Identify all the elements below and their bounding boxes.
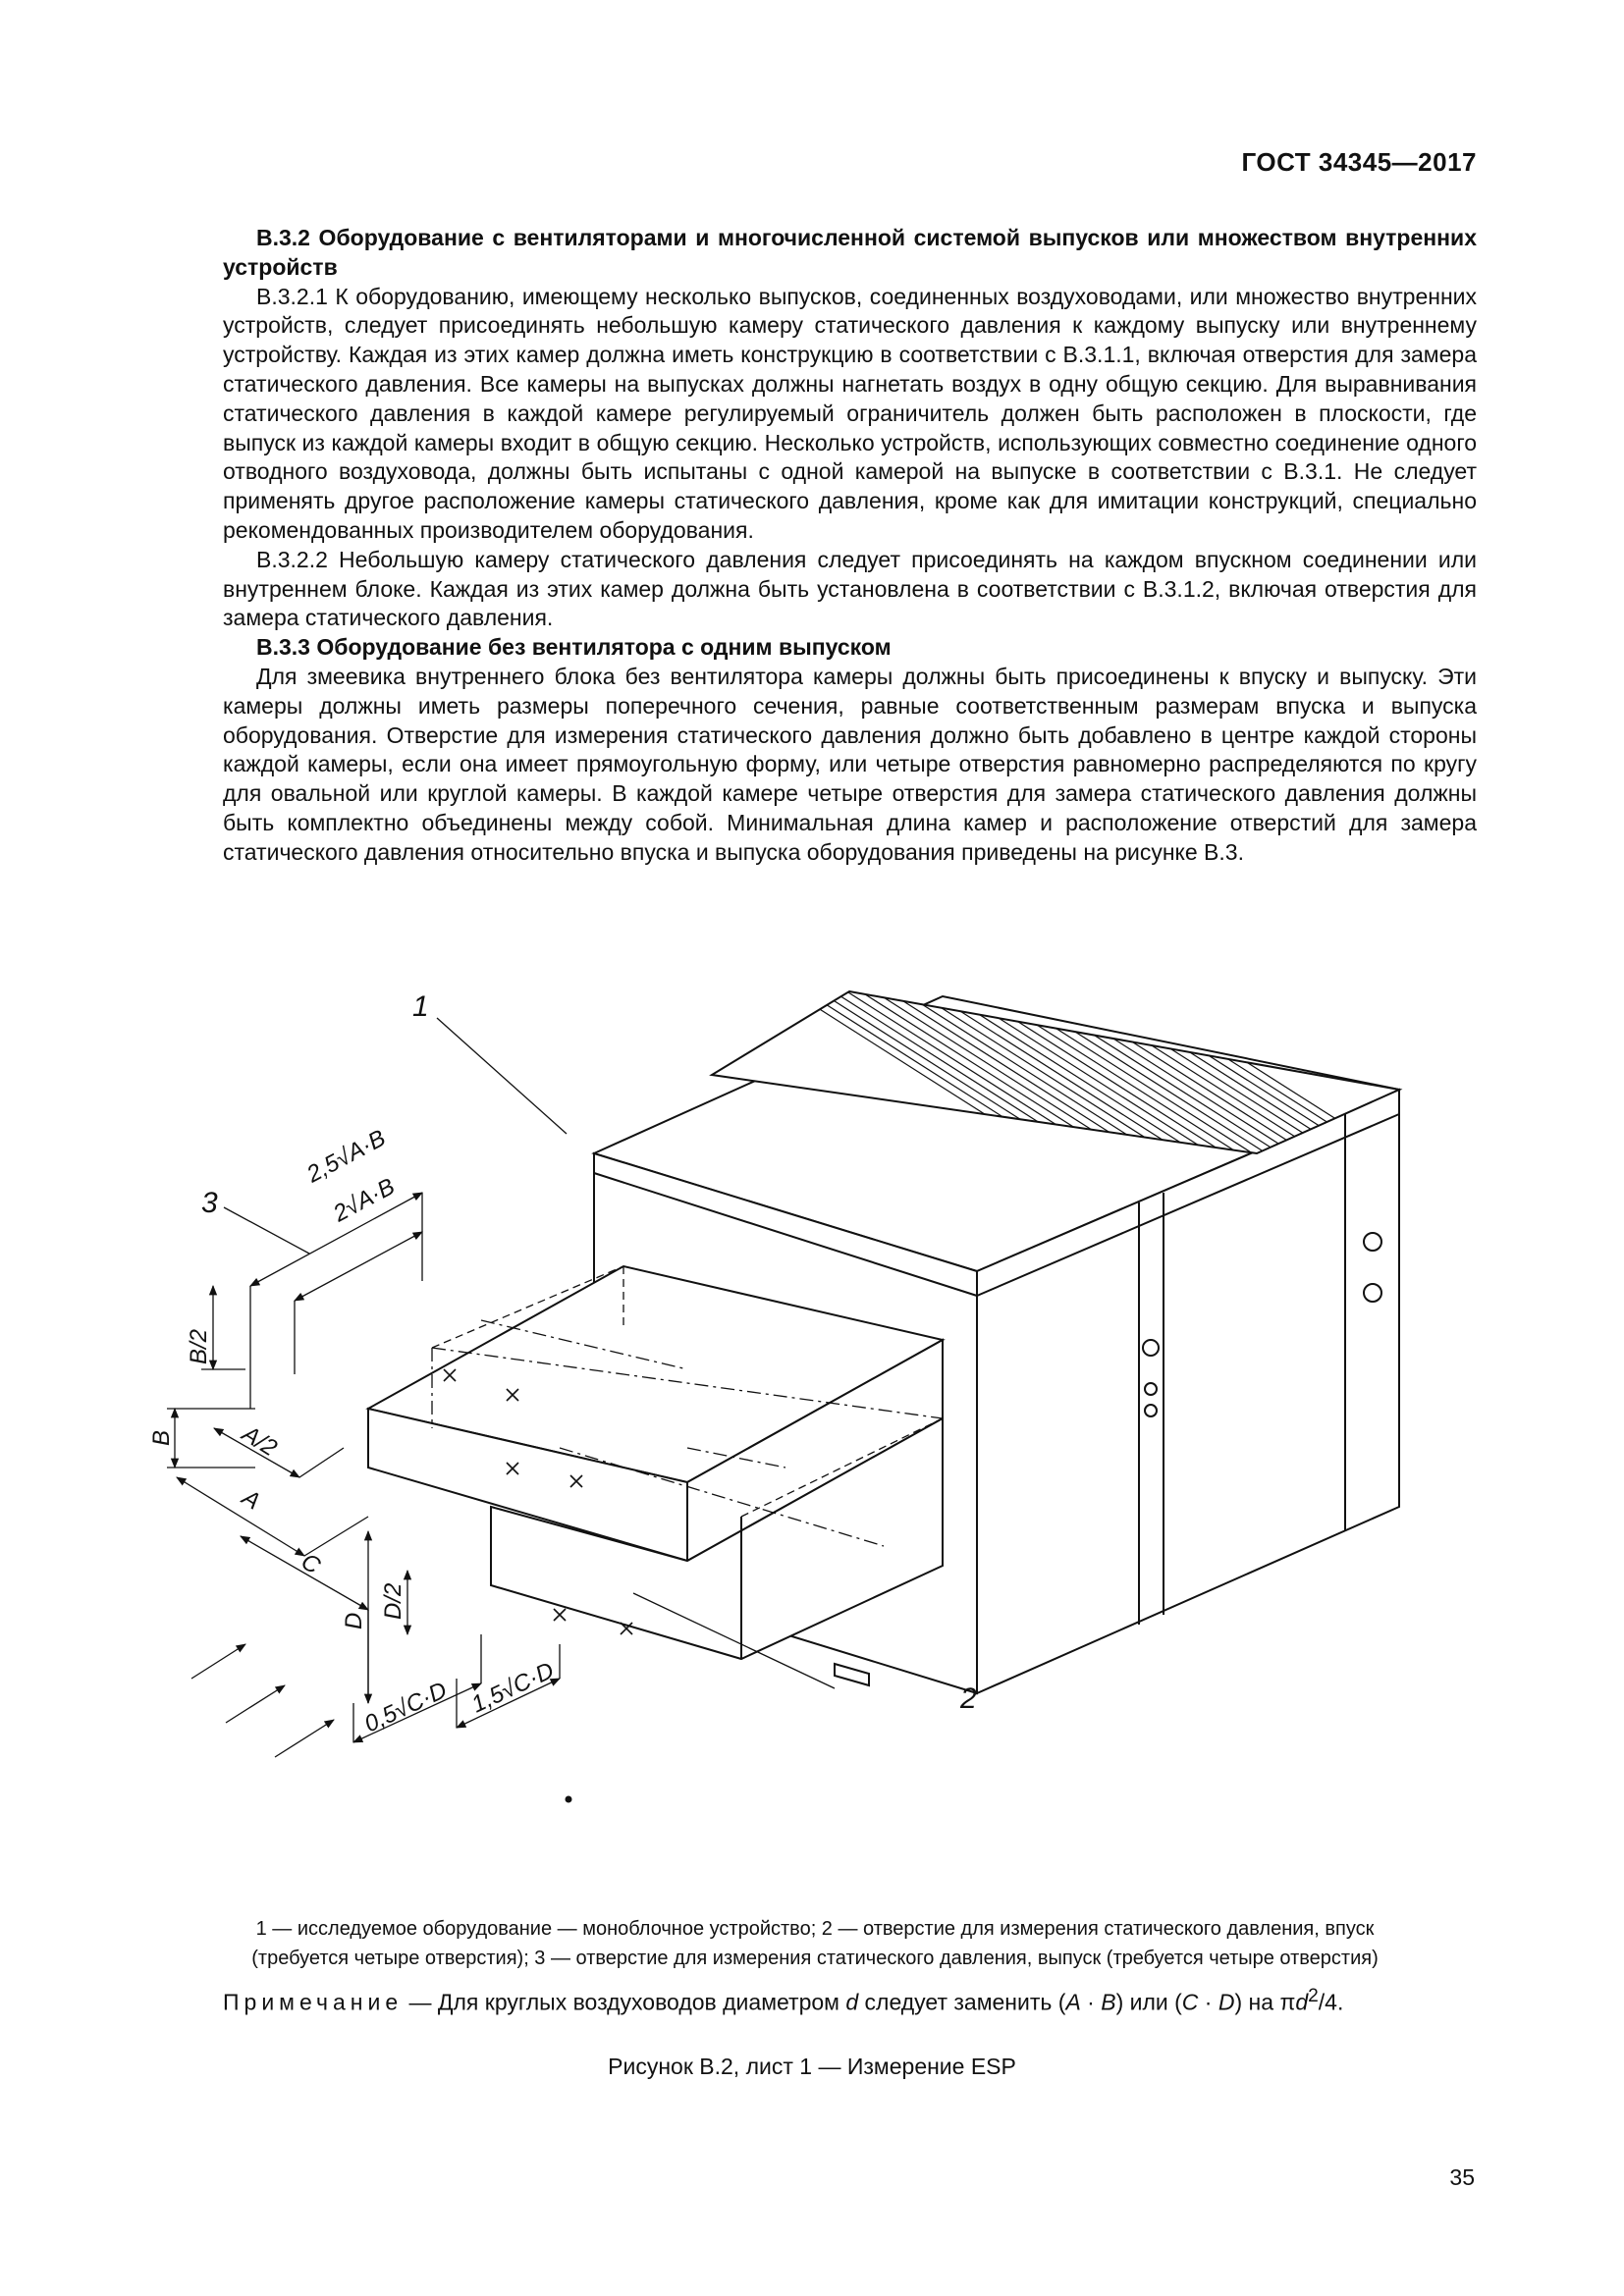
paragraph-b33: Для змеевика внутреннего блока без вентилятора камеры должны быть присоединены к впуску и выпуску. Эти камеры должны иметь размеры поперечного сечения, равные соответственным размерам впуска и выпуска оборудования. Отверстие для измерения статического давления должно быть добавлено в центре каждой стороны каждой камеры, если она имеет прямоугольную форму, или четыре отверстия равномерно распределяются по кругу для овальной или круглой камеры. В каждой камере четыре отверстия для замера статического давления должны быть комплектно объединены между собой. Минимальная длина камер и расположение отверстий для замера статического давления относительно впуска и выпуска оборудования приведены на рисунке В.3. — [223, 663, 1477, 865]
section-b32-title: В.3.2 Оборудование с вентиляторами и многочисленной системой выпусков или множеством внутренних устройств — [223, 225, 1477, 280]
dim-25-sqrt-ab: 2,5√A·B — [302, 1124, 391, 1189]
figure-esp-measurement — [148, 957, 1434, 1875]
figure-note: Примечание — Для круглых воздуховодов диаметром d следует заменить (A · B) или (C · D) на $\pi d^2/4$. — [223, 1986, 1344, 2015]
paragraph-b322: В.3.2.2 Небольшую камеру статического давления следует присоединять на каждом впускном соединении или внутреннем блоке. Каждая из этих камер должна быть установлена в соответствии с В.3.1.2, включая отверстия для замера статического давления. — [223, 546, 1477, 631]
dim-d: D — [341, 1612, 367, 1629]
dim-15-sqrt-cd: 1,5√C·D — [467, 1657, 559, 1719]
dim-b: B — [148, 1429, 175, 1446]
dim-c: C — [296, 1548, 325, 1580]
callout-1: 1 — [412, 990, 429, 1023]
dim-b-half: B/2 — [186, 1328, 212, 1364]
dim-d-half: D/2 — [380, 1582, 406, 1620]
callout-2: 2 — [960, 1682, 977, 1715]
page-number: 35 — [1449, 2164, 1475, 2190]
technical-drawing — [148, 957, 1434, 1875]
dim-05-sqrt-cd: 0,5√C·D — [360, 1677, 452, 1738]
section-b33-title: В.3.3 Оборудование без вентилятора с одним выпуском — [256, 634, 892, 661]
dim-a: A — [237, 1484, 265, 1516]
dim-2-sqrt-ab: 2√A·B — [329, 1173, 400, 1228]
figure-caption: Рисунок В.2, лист 1 — Измерение ESP — [608, 2054, 1016, 2079]
legend-line-2: (требуется четыре отверстия); 3 — отверстие для измерения статического давления, выпуск (требуется четыре отверстия) — [251, 1948, 1379, 1969]
legend-line-1: 1 — исследуемое оборудование — моноблочное устройство; 2 — отверстие для измерения статического давления, впуск — [255, 1918, 1375, 1940]
document-header: ГОСТ 34345—2017 — [1241, 147, 1477, 177]
dim-a-half: A/2 — [237, 1420, 282, 1463]
callout-3: 3 — [201, 1187, 218, 1219]
note-label: Примечание — [223, 1989, 404, 2015]
paragraph-b321: В.3.2.1 К оборудованию, имеющему несколько выпусков, соединенных воздуховодами, или множество внутренних устройств, следует присоединять небольшую камеру статического давления к каждому выпуску или внутреннему устройству. Каждая из этих камер должна иметь конструкцию в соответствии с В.3.1.1, включая отверстия для замера статического давления. Все камеры на выпусках должны нагнетать воздух в одну общую секцию. Для выравнивания статического давления в каждой камере регулируемый ограничитель должен быть расположен в плоскости, где выпуск из каждой камеры входит в общую секцию. Несколько устройств, использующих совместно соединение одного отводного воздуховода, должны быть испытаны с одной камерой на выпуске в соответствии с В.3.1. Не следует применять другое расположение камеры статического давления, кроме как для имитации конструкций, специально рекомендованных производителем оборудования. — [223, 283, 1477, 543]
document-body — [223, 224, 1477, 868]
figure-legend — [167, 1914, 1463, 1973]
